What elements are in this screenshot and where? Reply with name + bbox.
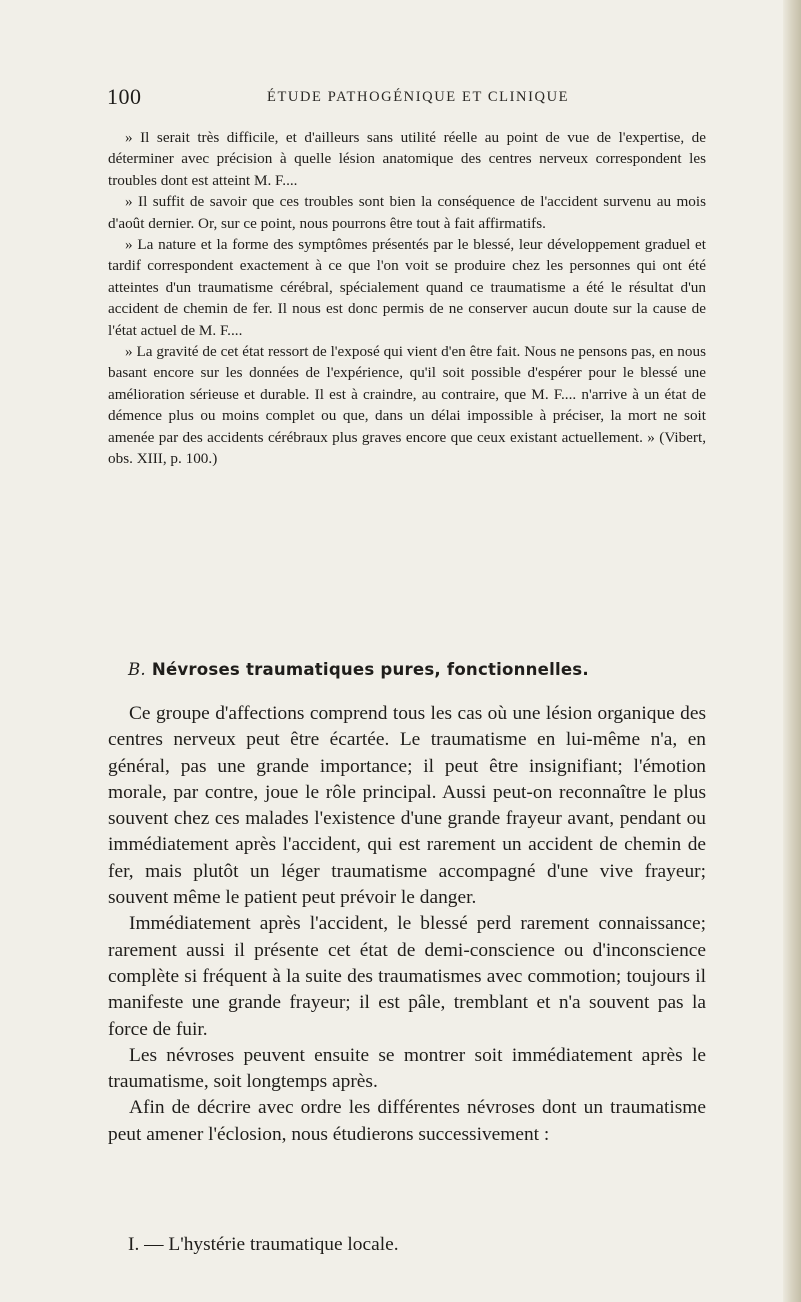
running-title: ÉTUDE PATHOGÉNIQUE ET CLINIQUE — [267, 89, 570, 105]
section-marker: B. — [128, 660, 146, 679]
list-item: I. — L'hystérie traumatique locale. — [128, 1234, 399, 1255]
section-heading — [128, 660, 589, 679]
body-paragraph: Immédiatement après l'accident, le blessé perd rarement connaissance; rarement aussi il présente cet état de demi-conscience ou d'inconscience complète si fréquent à la suite des traumatismes avec commotion; toujours il manifeste une grande frayeur; il est pâle, tremblant et n'a souvent pas la force de fuir. — [108, 913, 706, 1040]
body-paragraph: Afin de décrire avec ordre les différentes névroses dont un traumatisme peut amener l'éclosion, nous étudierons successivement : — [108, 1097, 706, 1145]
body-paragraph: Les névroses peuvent ensuite se montrer soit immédiatement après le traumatisme, soit longtemps après. — [108, 1044, 706, 1093]
quote-paragraph: » La gravité de cet état ressort de l'exposé qui vient d'en être fait. Nous ne pensons pas, en nous basant encore sur les données de l'expérience, qu'il soit possible d'espérer pour le blessé une amélioration sérieuse et durable. Il est à craindre, au contraire, que M. F.... n'arrive à un état de démence plus ou moins complet ou que, dans un délai impossible à préciser, la mort ne soit amenée par des accidents cérébraux plus graves encore que ceux existant actuellement. » (Vibert, obs. XIII, p. 100.) — [108, 343, 706, 468]
quote-paragraph: » La nature et la forme des symptômes présentés par le blessé, leur développement graduel et tardif correspondent exactement à ce que l'on voit se produire chez les personnes qui ont été atteintes d'un traumatisme cérébral, spécialement quand ce traumatisme a été le résultat d'un accident de chemin de fer. Il nous est donc permis de ne conserver aucun doute sur la cause de l'état actuel de M. F.... — [108, 236, 706, 339]
page-header — [107, 84, 703, 114]
main-text — [108, 701, 706, 1148]
quote-paragraph: » Il serait très difficile, et d'ailleurs sans utilité réelle au point de vue de l'expertise, de déterminer avec précision à quelle lésion anatomique des centres nerveux correspondent les troubles dont est atteint M. F.... — [108, 129, 706, 189]
quote-paragraph: » Il suffit de savoir que ces troubles sont bien la conséquence de l'accident survenu au mois d'août dernier. Or, sur ce point, nous pourrons être tout à fait affirmatifs. — [108, 193, 706, 232]
body-paragraph: Ce groupe d'affections comprend tous les cas où une lésion organique des centres nerveux peut être écartée. Le traumatisme en lui-même n'a, en général, pas une grande importance; il peut être insignifiant; l'émotion morale, par contre, joue le rôle principal. Aussi peut-on reconnaître le plus souvent chez ces malades l'existence d'une grande frayeur avant, pendant ou immédiatement après l'accident, qui est rarement un accident de chemin de fer, mais plutôt un léger traumatisme accompagné d'une vive frayeur; souvent même le patient peut prévoir le danger. — [108, 703, 706, 909]
quoted-expert-report — [108, 127, 706, 470]
page-edge-shadow — [783, 0, 801, 1302]
page-number: 100 — [107, 84, 142, 109]
section-title: Névroses traumatiques pures, fonctionnelles. — [151, 660, 589, 679]
